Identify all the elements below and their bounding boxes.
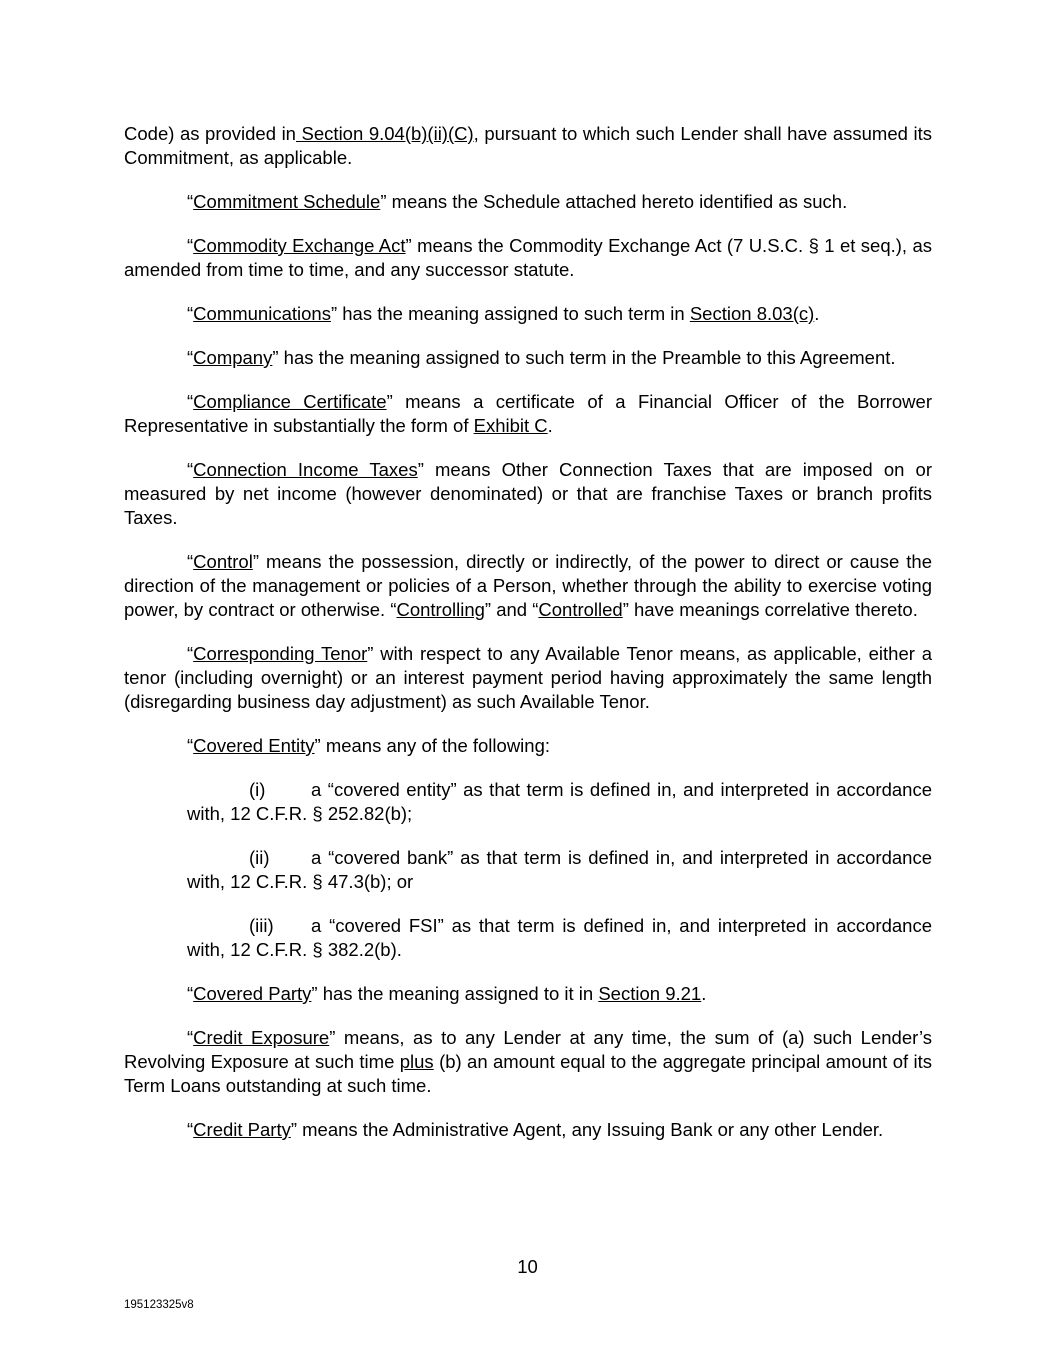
open-quote: “ <box>187 191 194 212</box>
definition-text: ” means the Commodity Exchange Act (7 U.S.C. § 1 et seq.), as amended from time to time, and any successor statute. <box>124 235 932 280</box>
section-reference[interactable]: Section 8.03(c) <box>689 303 815 324</box>
definition-connection-income-taxes <box>124 458 932 530</box>
document-id: 195123325v8 <box>124 1299 194 1311</box>
item-text: a “covered entity” as that term is defined in, and interpreted in accordance with, 12 C.F.R. § 252.82(b); <box>187 779 932 824</box>
definition-text: ” means Other Connection Taxes that are imposed on or measured by net income (however denominated) or that are franchise Taxes or branch profits Taxes. <box>124 459 932 528</box>
list-item <box>187 778 932 826</box>
definition-company <box>124 346 932 370</box>
text: . <box>701 983 707 1004</box>
defined-term: Covered Entity <box>193 735 315 756</box>
definition-commodity-exchange-act <box>124 234 932 282</box>
item-number: (i) <box>249 779 266 800</box>
text: . <box>547 415 553 436</box>
open-quote: “ <box>187 459 194 480</box>
defined-term: Credit Exposure <box>193 1027 330 1048</box>
defined-term: Communications <box>193 303 331 324</box>
defined-term: Commodity Exchange Act <box>193 235 406 256</box>
item-number: (ii) <box>249 847 270 868</box>
open-quote: “ <box>187 347 194 368</box>
defined-term: Controlled <box>538 599 623 620</box>
text: (b) an amount equal to the aggregate principal amount of its Term Loans outstanding at such time. <box>124 1051 932 1096</box>
defined-term: Covered Party <box>193 983 312 1004</box>
open-quote: “ <box>187 1119 194 1140</box>
open-quote: “ <box>187 551 194 572</box>
item-number: (iii) <box>249 915 274 936</box>
text: . <box>814 303 820 324</box>
defined-term: Controlling <box>396 599 485 620</box>
list-item <box>187 914 932 962</box>
definition-covered-party <box>124 982 932 1006</box>
open-quote: “ <box>187 235 194 256</box>
definition-credit-party <box>124 1118 932 1142</box>
definition-text: ” means any of the following: <box>314 735 551 756</box>
definition-text: ” has the meaning assigned to such term in <box>330 303 690 324</box>
definition-text: ” has the meaning assigned to it in <box>311 983 599 1004</box>
definition-text: ” means, as to any Lender at any time, the sum of (a) such Lender’s Revolving Exposure at such time <box>124 1027 932 1072</box>
definition-compliance-certificate <box>124 390 932 438</box>
text: ” have meanings correlative thereto. <box>622 599 918 620</box>
text: , pursuant to which such Lender shall have assumed its Commitment, as applicable. <box>124 123 932 168</box>
defined-term: Control <box>193 551 253 572</box>
open-quote: “ <box>187 303 194 324</box>
item-text: a “covered FSI” as that term is defined in, and interpreted in accordance with, 12 C.F.R. § 382.2(b). <box>187 915 932 960</box>
defined-term: Company <box>193 347 273 368</box>
definition-text: ” means a certificate of a Financial Officer of the Borrower Representative in substantially the form of <box>124 391 932 436</box>
definition-text: ” means the Administrative Agent, any Issuing Bank or any other Lender. <box>290 1119 884 1140</box>
definition-commitment-schedule <box>124 190 932 214</box>
definition-text: ” means the possession, directly or indirectly, of the power to direct or cause the direction of the management or policies of a Person, whether through the ability to exercise voting power, by contract or otherwise. “ <box>124 551 932 620</box>
defined-term: Credit Party <box>193 1119 291 1140</box>
definition-control <box>124 550 932 622</box>
text: ” and “ <box>484 599 539 620</box>
definition-text: ” means the Schedule attached hereto identified as such. <box>380 191 848 212</box>
open-quote: “ <box>187 1027 194 1048</box>
definition-text: ” has the meaning assigned to such term in the Preamble to this Agreement. <box>272 347 896 368</box>
definition-covered-entity <box>124 734 932 758</box>
defined-term: Corresponding Tenor <box>193 643 368 664</box>
definition-text: ” with respect to any Available Tenor means, as applicable, either a tenor (including overnight) or an interest payment period having approximately the same length (disregarding business day adjustment) as such Available Tenor. <box>124 643 932 712</box>
paragraph-continuation <box>124 122 932 170</box>
open-quote: “ <box>187 735 194 756</box>
open-quote: “ <box>187 643 194 664</box>
definition-communications <box>124 302 932 326</box>
emphasis-plus: plus <box>399 1051 434 1072</box>
section-reference[interactable]: Section 9.21 <box>598 983 702 1004</box>
open-quote: “ <box>187 391 194 412</box>
defined-term: Connection Income Taxes <box>193 459 418 480</box>
defined-term: Commitment Schedule <box>193 191 381 212</box>
item-text: a “covered bank” as that term is defined in, and interpreted in accordance with, 12 C.F.R. § 47.3(b); or <box>187 847 932 892</box>
document-page <box>124 122 932 1162</box>
page-number: 10 <box>517 1256 538 1277</box>
definition-credit-exposure <box>124 1026 932 1098</box>
list-item <box>187 846 932 894</box>
open-quote: “ <box>187 983 194 1004</box>
defined-term: Compliance Certificate <box>193 391 387 412</box>
exhibit-reference[interactable]: Exhibit C <box>473 415 548 436</box>
text: Code) as provided in <box>124 123 296 144</box>
section-reference[interactable]: Section 9.04(b)(ii)(C) <box>295 123 474 144</box>
definition-corresponding-tenor <box>124 642 932 714</box>
